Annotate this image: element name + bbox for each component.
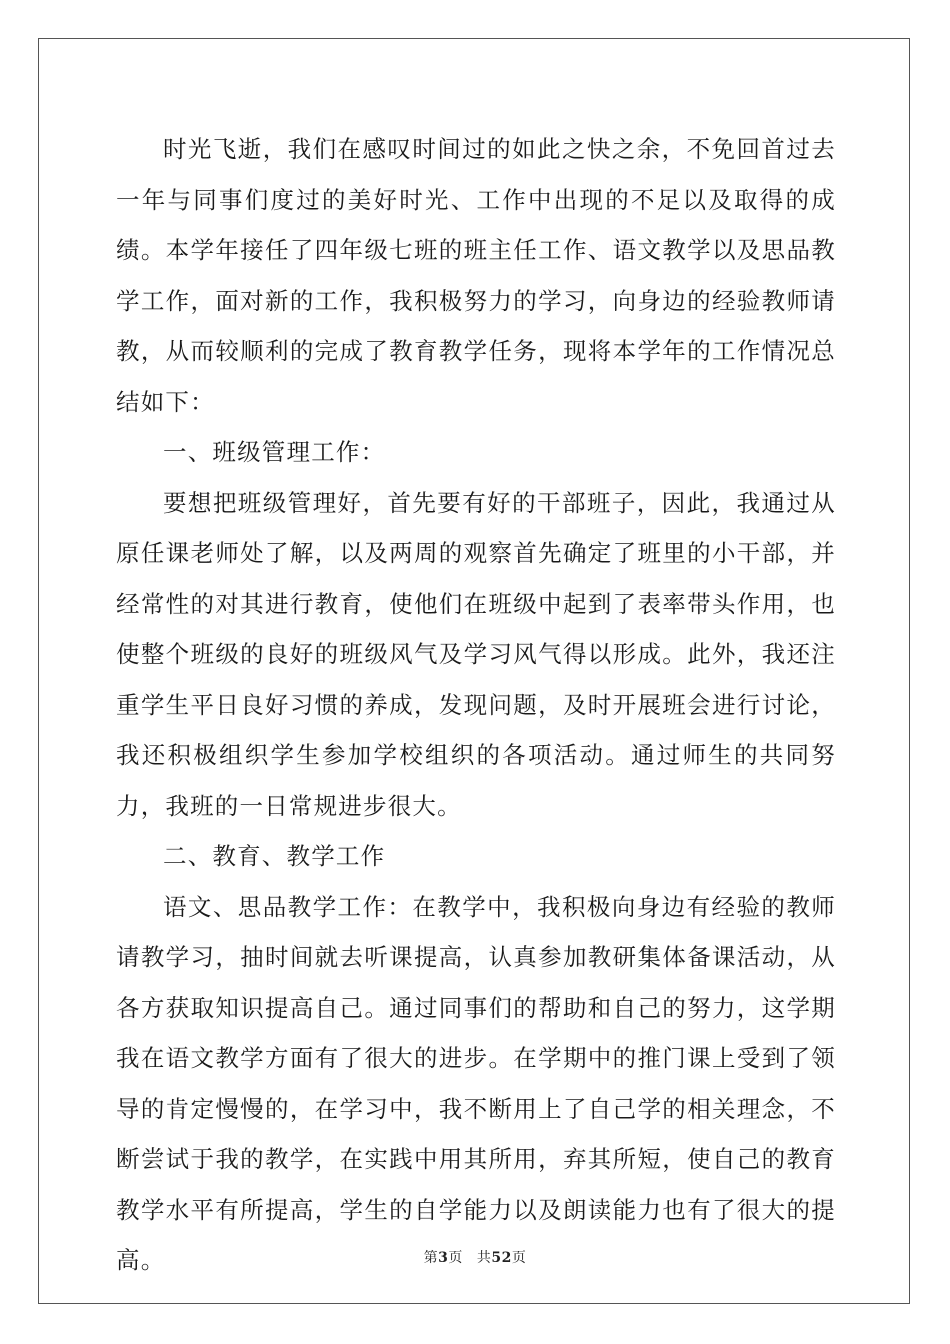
intro-paragraph: 时光飞逝，我们在感叹时间过的如此之快之余，不免回首过去一年与同事们度过的美好时光、工作中出现的不足以及取得的成绩。本学年接任了四年级七班的班主任工作、语文教学以及思品教学工作，面对新的工作，我积极努力的学习，向身边的经验教师请教，从而较顺利的完成了教育教学任务，现将本学年的工作情况总结如下： <box>116 135 836 416</box>
section-heading-teaching: 二、教育、教学工作 <box>163 842 386 870</box>
section-heading-class-management: 一、班级管理工作： <box>163 438 386 466</box>
page-footer <box>0 1247 950 1267</box>
class-management-paragraph: 要想把班级管理好，首先要有好的干部班子，因此，我通过从原任课老师处了解，以及两周的观察首先确定了班里的小干部，并经常性的对其进行教育，使他们在班级中起到了表率带头作用，也使整个班级的良好的班级风气及学习风气得以形成。此外，我还注重学生平日良好习惯的养成，发现问题，及时开展班会进行讨论，我还积极组织学生参加学校组织的各项活动。通过师生的共同努力，我班的一日常规进步很大。 <box>116 488 836 820</box>
page-suffix: 页 <box>448 1250 463 1266</box>
total-pages: 52 <box>491 1250 512 1266</box>
total-prefix: 共 <box>476 1250 492 1266</box>
total-suffix: 页 <box>511 1250 527 1266</box>
page-prefix: 第 <box>423 1250 439 1266</box>
page-number: 3 <box>438 1250 449 1266</box>
document-body <box>116 124 836 1286</box>
teaching-paragraph: 语文、思品教学工作：在教学中，我积极向身边有经验的教师请教学习，抽时间就去听课提高，认真参加教研集体备课活动，从各方获取知识提高自己。通过同事们的帮助和自己的努力，这学期我在语文教学方面有了很大的进步。在学期中的推门课上受到了领导的肯定慢慢的，在学习中，我不断用上了自己学的相关理念，不断尝试于我的教学，在实践中用其所用，弃其所短，使自己的教育教学水平有所提高，学生的自学能力以及朗读能力也有了很大的提高。 <box>116 892 836 1274</box>
